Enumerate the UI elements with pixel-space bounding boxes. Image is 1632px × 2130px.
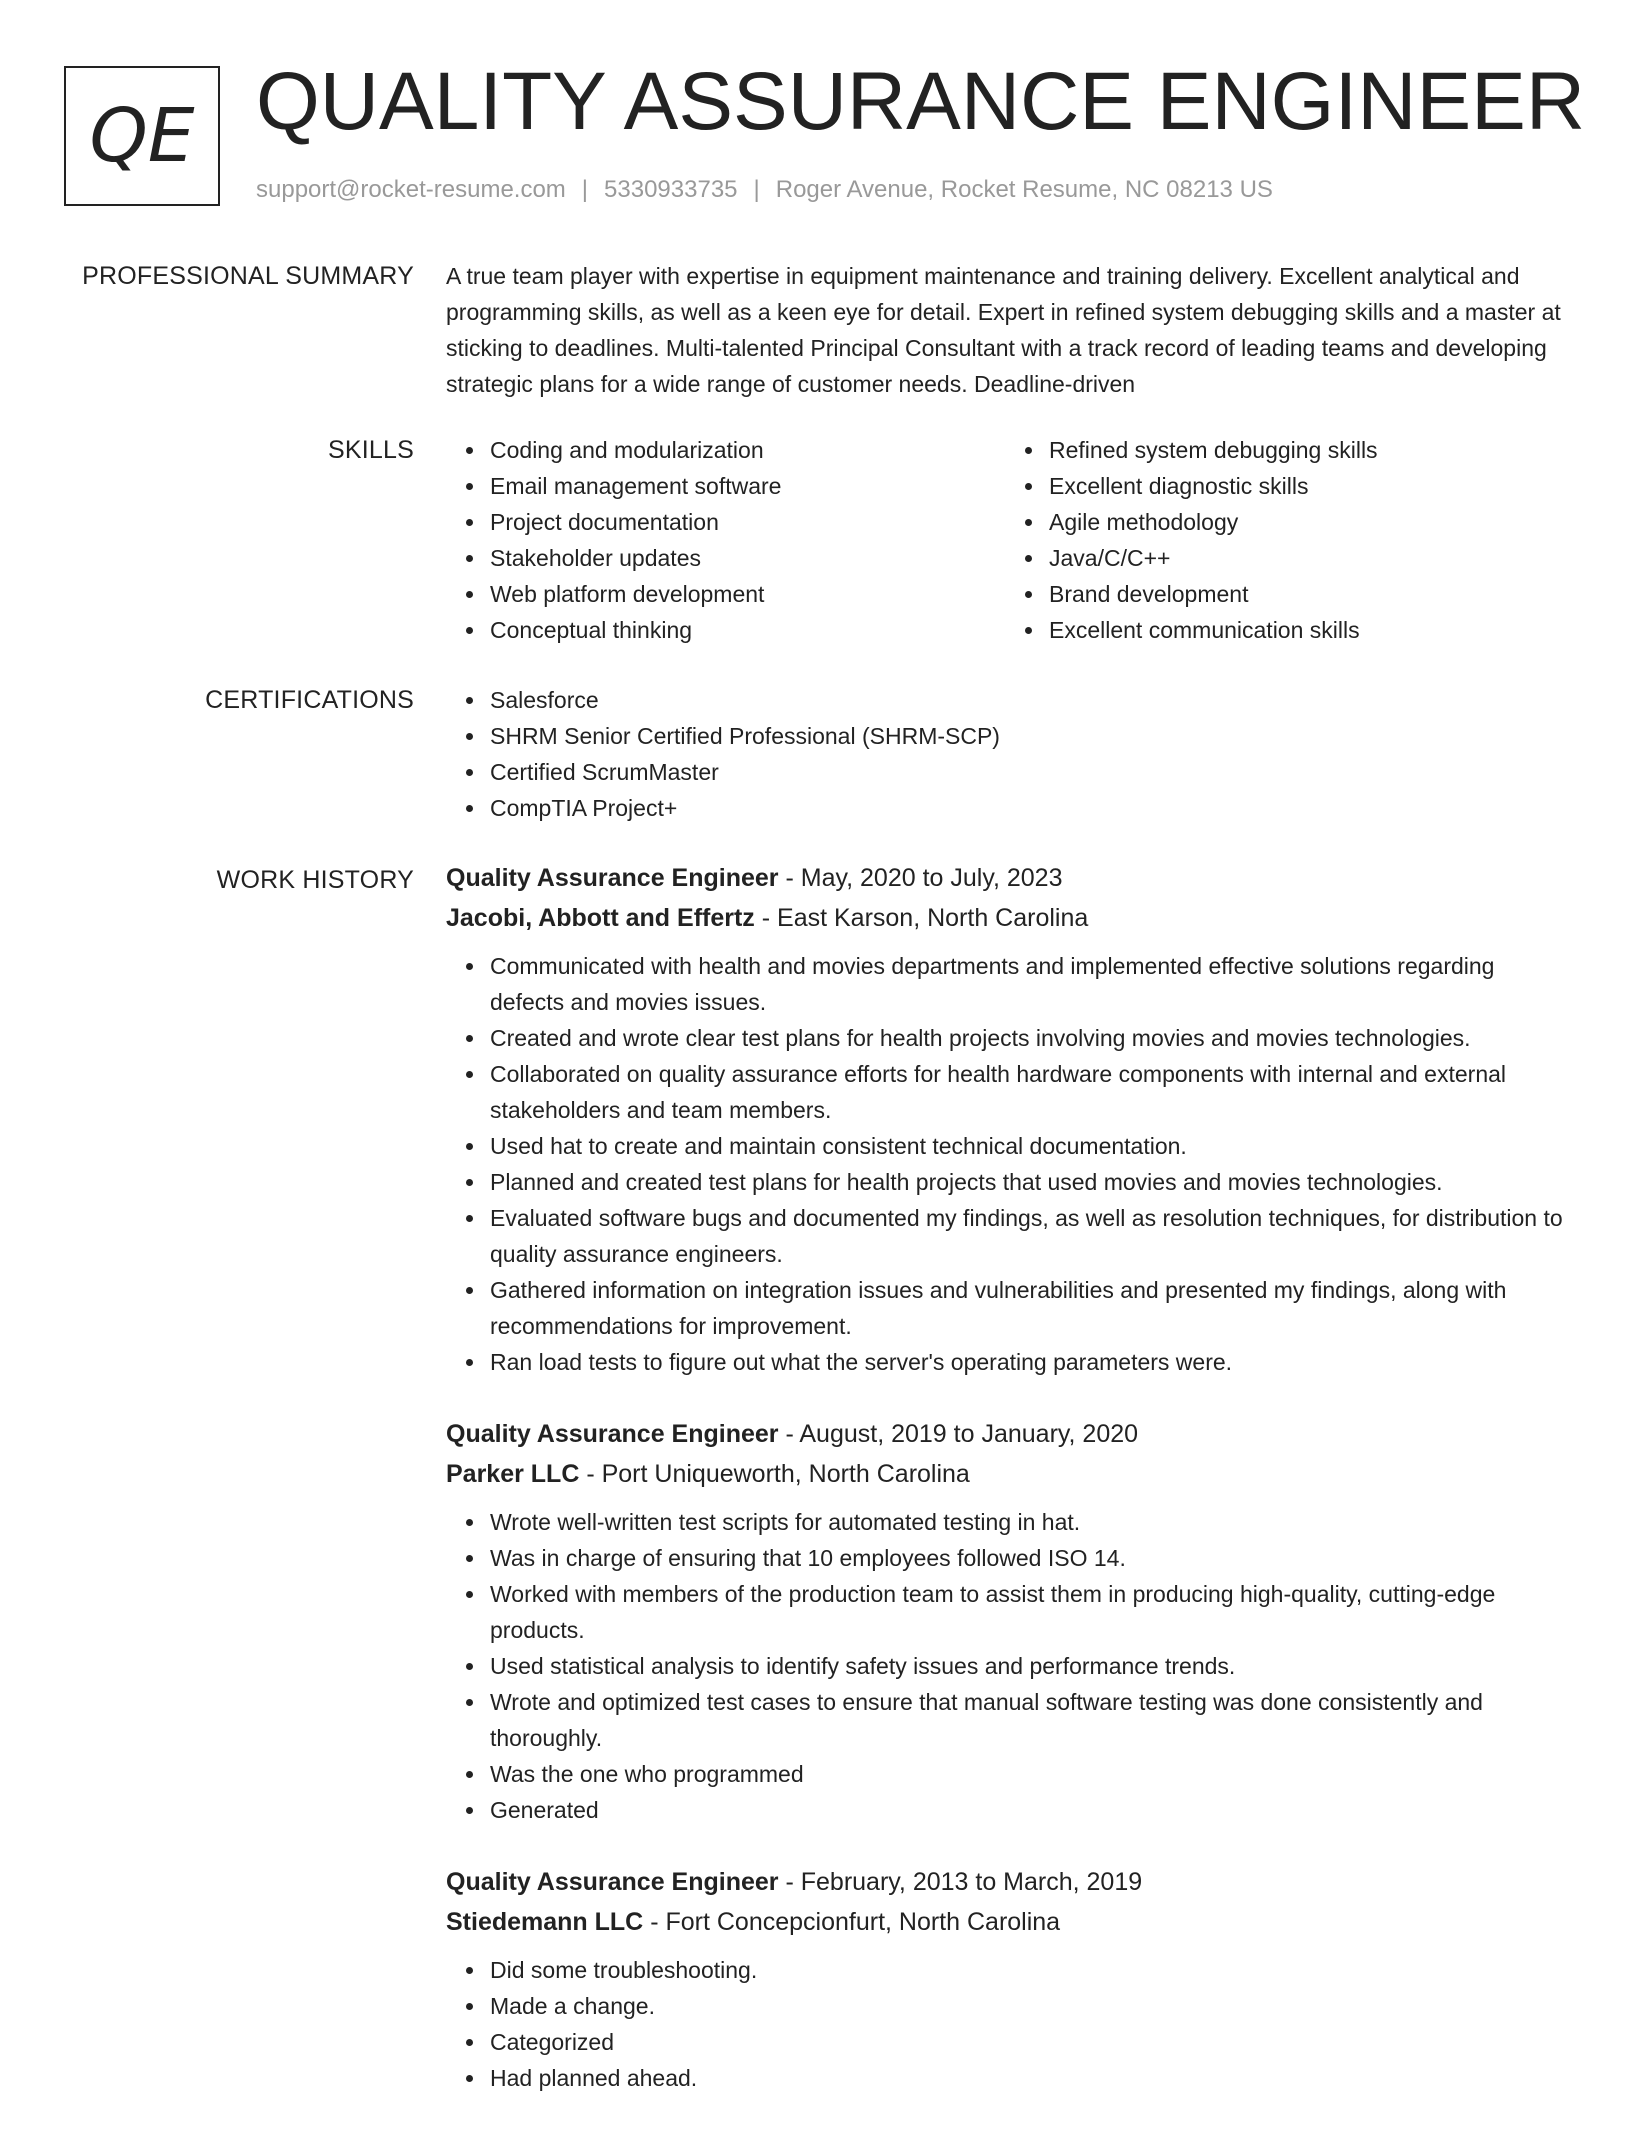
skill-item: Brand development: [1049, 576, 1564, 612]
job-bullet: Gathered information on integration issues and vulnerabilities and presented my findings, along with recommendations for improvement.: [490, 1272, 1564, 1344]
monogram-logo: QE: [64, 66, 220, 206]
job-location: - East Karson, North Carolina: [754, 904, 1089, 932]
job-bullet: Used statistical analysis to identify safety issues and performance trends.: [490, 1648, 1564, 1684]
skill-item: Excellent diagnostic skills: [1049, 468, 1564, 504]
certification-item: CompTIA Project+: [490, 790, 1564, 826]
skills-section: [446, 432, 1564, 648]
section-label-skills: SKILLS: [328, 436, 414, 464]
skill-item: Conceptual thinking: [490, 612, 1005, 648]
resume-title: QUALITY ASSURANCE ENGINEER: [256, 56, 1586, 147]
job-entry: [446, 1862, 1564, 2096]
skill-item: Email management software: [490, 468, 1005, 504]
job-dates: - February, 2013 to March, 2019: [778, 1868, 1143, 1896]
section-label-certifications: CERTIFICATIONS: [205, 686, 414, 714]
skill-item: Coding and modularization: [490, 432, 1005, 468]
job-bullet: Ran load tests to figure out what the server's operating parameters were.: [490, 1344, 1564, 1380]
contact-separator: |: [753, 176, 760, 203]
job-bullet: Made a change.: [490, 1988, 1564, 2024]
job-bullet: Evaluated software bugs and documented my findings, as well as resolution techniques, for distribution to quality assurance engineers.: [490, 1200, 1564, 1272]
job-bullet: Communicated with health and movies departments and implemented effective solutions regarding defects and movies issues.: [490, 948, 1564, 1020]
job-dates: - August, 2019 to January, 2020: [778, 1420, 1139, 1448]
contact-separator: |: [581, 176, 589, 203]
summary-section: [446, 258, 1564, 402]
job-title: Quality Assurance Engineer: [446, 1420, 779, 1448]
job-entry: [446, 858, 1564, 1380]
job-bullets: [446, 1952, 1564, 2096]
job-company: Jacobi, Abbott and Effertz: [446, 904, 755, 932]
certifications-section: [446, 682, 1564, 826]
job-bullets: [446, 948, 1564, 1380]
skills-list-right: [1005, 432, 1564, 648]
skill-item: Web platform development: [490, 576, 1005, 612]
job-dates: - May, 2020 to July, 2023: [778, 864, 1063, 892]
job-bullet: Worked with members of the production team to assist them in producing high-quality, cutting-edge products.: [490, 1576, 1564, 1648]
job-company: Parker LLC: [446, 1460, 580, 1488]
job-company-line: [446, 1902, 1564, 1942]
job-bullet: Was the one who programmed: [490, 1756, 1564, 1792]
job-bullet: Did some troubleshooting.: [490, 1952, 1564, 1988]
contact-email[interactable]: support@rocket-resume.com: [256, 176, 566, 203]
job-bullet: Had planned ahead.: [490, 2060, 1564, 2096]
skill-item: Stakeholder updates: [490, 540, 1005, 576]
job-location: - Fort Concepcionfurt, North Carolina: [643, 1908, 1061, 1936]
job-bullet: Wrote and optimized test cases to ensure that manual software testing was done consistently and thoroughly.: [490, 1684, 1564, 1756]
skills-list-left: [446, 432, 1005, 648]
job-company-line: [446, 1454, 1564, 1494]
contact-phone[interactable]: 5330933735: [604, 176, 738, 203]
job-bullet: Collaborated on quality assurance efforts for health hardware components with internal and external stakeholders and team members.: [490, 1056, 1564, 1128]
skills-grid: [446, 432, 1564, 648]
job-bullet: Generated: [490, 1792, 1564, 1828]
skill-item: Java/C/C++: [1049, 540, 1564, 576]
job-bullet: Planned and created test plans for health projects that used movies and movies technologies.: [490, 1164, 1564, 1200]
skill-item: Refined system debugging skills: [1049, 432, 1564, 468]
summary-text: A true team player with expertise in equipment maintenance and training delivery. Excellent analytical and programming skills, as well as a keen eye for detail. Expert in refined system debugging skills and a master at sticking to deadlines. Multi-talented Principal Consultant with a track record of leading teams and developing strategic plans for a wide range of customer needs. Deadline-driven: [446, 263, 1561, 397]
job-title-line: [446, 1862, 1564, 1902]
job-title: Quality Assurance Engineer: [446, 1868, 779, 1896]
certification-item: Salesforce: [490, 682, 1564, 718]
job-bullet: Was in charge of ensuring that 10 employees followed ISO 14.: [490, 1540, 1564, 1576]
section-label-work-history: WORK HISTORY: [216, 866, 414, 894]
certification-item: SHRM Senior Certified Professional (SHRM-SCP): [490, 718, 1564, 754]
job-bullet: Created and wrote clear test plans for health projects involving movies and movies technologies.: [490, 1020, 1564, 1056]
skill-item: Agile methodology: [1049, 504, 1564, 540]
contact-line: [256, 172, 1273, 208]
contact-address: Roger Avenue, Rocket Resume, NC 08213 US: [775, 176, 1273, 203]
skill-item: Excellent communication skills: [1049, 612, 1564, 648]
job-entry: [446, 1414, 1564, 1828]
job-location: - Port Uniqueworth, North Carolina: [579, 1460, 970, 1488]
skill-item: Project documentation: [490, 504, 1005, 540]
job-bullets: [446, 1504, 1564, 1828]
job-company-line: [446, 898, 1564, 938]
job-bullet: Categorized: [490, 2024, 1564, 2060]
job-company: Stiedemann LLC: [446, 1908, 644, 1936]
job-title-line: [446, 858, 1564, 898]
job-bullet: Used hat to create and maintain consistent technical documentation.: [490, 1128, 1564, 1164]
certifications-list: [446, 682, 1564, 826]
job-title: Quality Assurance Engineer: [446, 864, 779, 892]
certification-item: Certified ScrumMaster: [490, 754, 1564, 790]
work-history-section: [446, 858, 1564, 2130]
section-label-summary: PROFESSIONAL SUMMARY: [82, 262, 414, 290]
job-title-line: [446, 1414, 1564, 1454]
job-bullet: Wrote well-written test scripts for automated testing in hat.: [490, 1504, 1564, 1540]
